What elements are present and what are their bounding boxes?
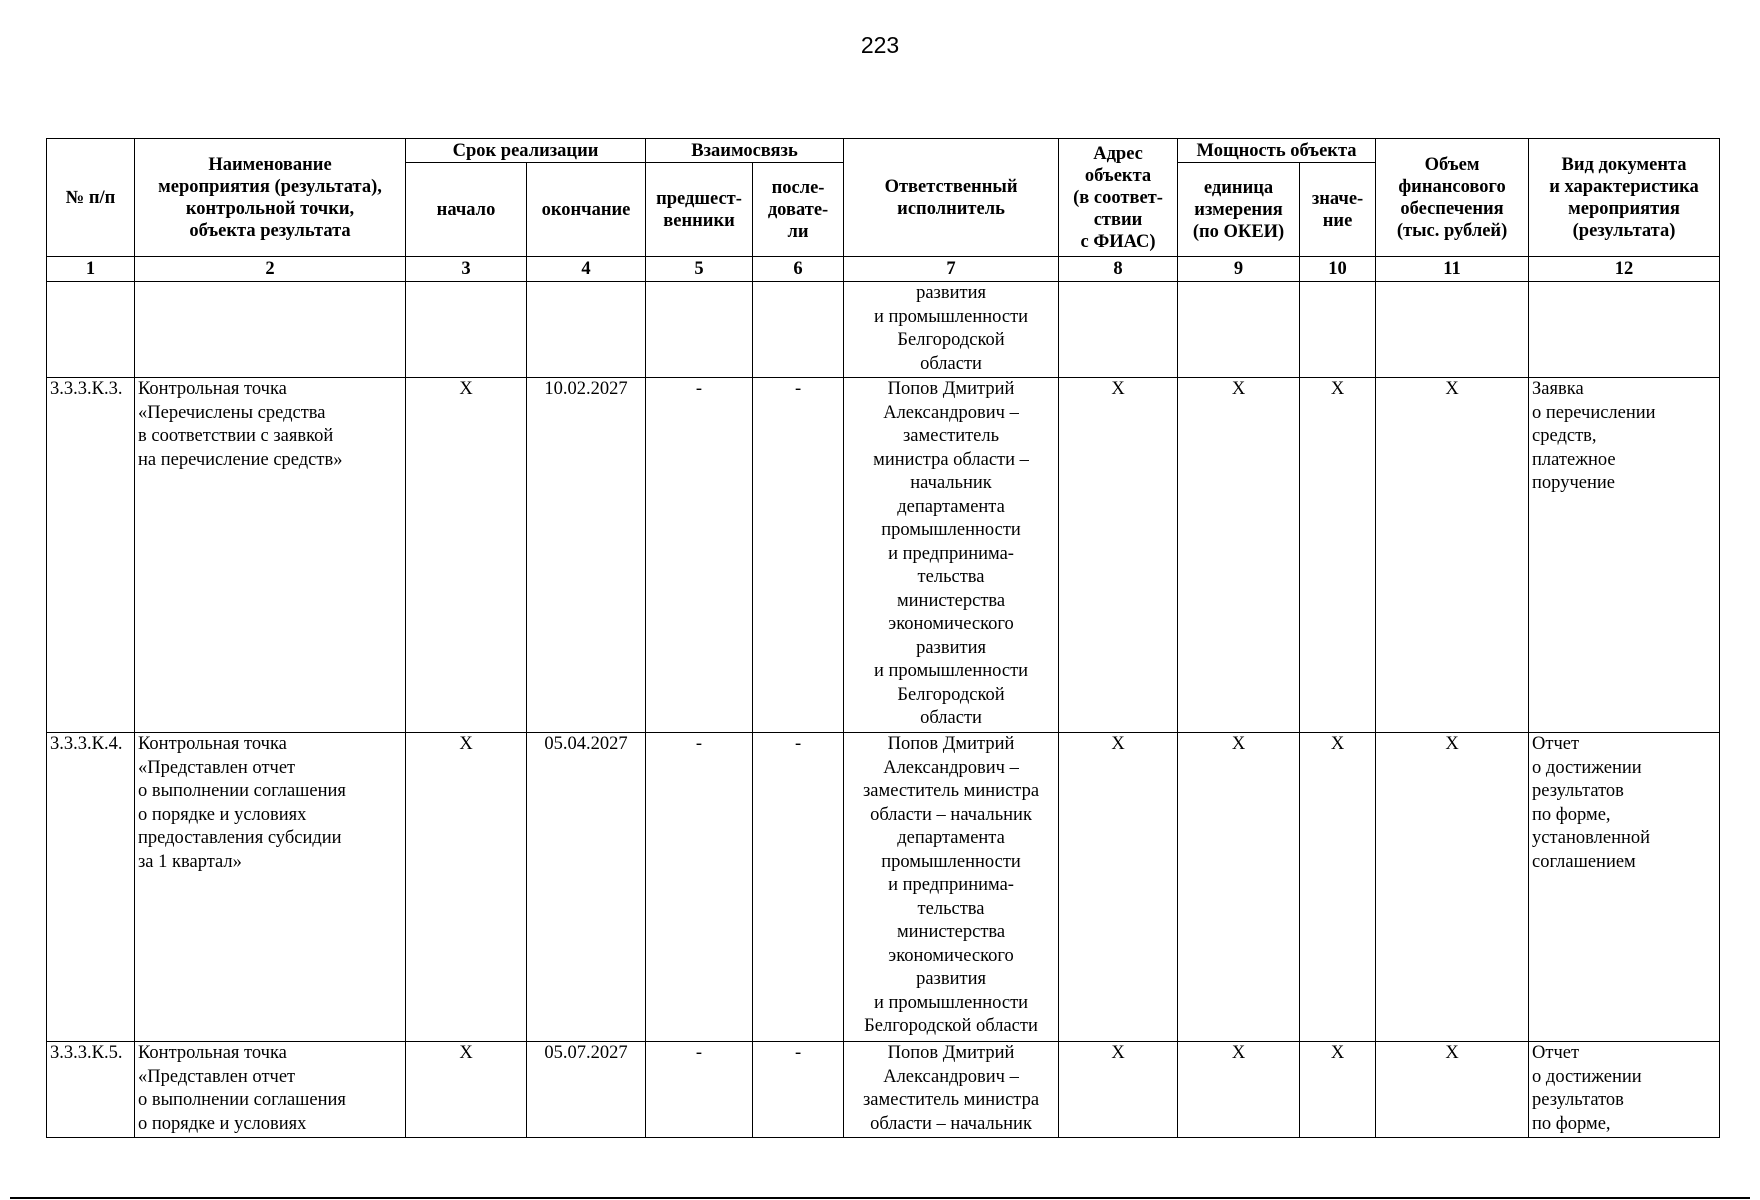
row-value: X	[1300, 733, 1376, 1042]
header-capacity-value: значе- ние	[1300, 163, 1376, 257]
row-next: -	[753, 733, 844, 1042]
header-doc: Вид документа и характеристика мероприятия (результата)	[1529, 139, 1720, 257]
row-responsible: Попов Дмитрий Александрович – заместитель министра области – начальник	[844, 1042, 1059, 1138]
row-start: X	[406, 733, 527, 1042]
page-number: 223	[860, 32, 900, 58]
row-name: Контрольная точка «Перечислены средства в соответствии с заявкой на перечисление средств»	[135, 378, 406, 733]
row-doc	[1529, 282, 1720, 378]
row-finance	[1376, 282, 1529, 378]
row-responsible: развития и промышленности Белгородской области	[844, 282, 1059, 378]
row-next: -	[753, 378, 844, 733]
row-start: X	[406, 378, 527, 733]
column-number: 11	[1376, 257, 1529, 282]
column-number: 9	[1178, 257, 1300, 282]
column-number: 12	[1529, 257, 1720, 282]
row-end: 05.07.2027	[527, 1042, 646, 1138]
header-term-end: окончание	[527, 163, 646, 257]
header-num: № п/п	[47, 139, 135, 257]
row-value	[1300, 282, 1376, 378]
table-row	[47, 378, 1720, 733]
column-number: 8	[1059, 257, 1178, 282]
row-end: 05.04.2027	[527, 733, 646, 1042]
activity-plan-table	[46, 138, 1720, 1138]
row-value: X	[1300, 378, 1376, 733]
header-name: Наименование мероприятия (результата), контрольной точки, объекта результата	[135, 139, 406, 257]
row-address: X	[1059, 378, 1178, 733]
header-link-prev: предшест- венники	[646, 163, 753, 257]
row-next: -	[753, 1042, 844, 1138]
row-doc: Заявка о перечислении средств, платежное поручение	[1529, 378, 1720, 733]
column-number: 7	[844, 257, 1059, 282]
row-code: 3.3.3.К.3.	[47, 378, 135, 733]
row-value: X	[1300, 1042, 1376, 1138]
column-number: 3	[406, 257, 527, 282]
row-unit: X	[1178, 1042, 1300, 1138]
column-number: 6	[753, 257, 844, 282]
row-responsible: Попов Дмитрий Александрович – заместитель министра области – начальник департамента промышленности и предпринима- тельства министерства экономического развития и промышленности Белгородской области	[844, 733, 1059, 1042]
row-name	[135, 282, 406, 378]
row-name: Контрольная точка «Представлен отчет о выполнении соглашения о порядке и условиях предоставления субсидии за 1 квартал»	[135, 733, 406, 1042]
table-row	[47, 282, 1720, 378]
row-code	[47, 282, 135, 378]
row-prev: -	[646, 378, 753, 733]
row-finance: X	[1376, 1042, 1529, 1138]
column-number: 5	[646, 257, 753, 282]
row-start: X	[406, 1042, 527, 1138]
row-prev: -	[646, 733, 753, 1042]
column-number: 10	[1300, 257, 1376, 282]
header-capacity: Мощность объекта	[1178, 139, 1376, 163]
column-number: 2	[135, 257, 406, 282]
table-row	[47, 1042, 1720, 1138]
header-term: Срок реализации	[406, 139, 646, 163]
table-row	[47, 733, 1720, 1042]
row-prev: -	[646, 1042, 753, 1138]
row-address	[1059, 282, 1178, 378]
row-unit: X	[1178, 733, 1300, 1042]
row-next	[753, 282, 844, 378]
row-finance: X	[1376, 733, 1529, 1042]
header-term-start: начало	[406, 163, 527, 257]
column-number: 1	[47, 257, 135, 282]
row-name: Контрольная точка «Представлен отчет о выполнении соглашения о порядке и условиях	[135, 1042, 406, 1138]
header-finance: Объем финансового обеспечения (тыс. рублей)	[1376, 139, 1529, 257]
row-end	[527, 282, 646, 378]
column-number: 4	[527, 257, 646, 282]
header-link-next: после- довате- ли	[753, 163, 844, 257]
header-link: Взаимосвязь	[646, 139, 844, 163]
row-address: X	[1059, 1042, 1178, 1138]
row-responsible: Попов Дмитрий Александрович – заместитель министра области – начальник департамента промышленности и предпринима- тельства министерства экономического развития и промышленности Белгородской области	[844, 378, 1059, 733]
row-end: 10.02.2027	[527, 378, 646, 733]
row-unit	[1178, 282, 1300, 378]
header-responsible: Ответственный исполнитель	[844, 139, 1059, 257]
row-doc: Отчет о достижении результатов по форме, установленной соглашением	[1529, 733, 1720, 1042]
row-doc: Отчет о достижении результатов по форме,	[1529, 1042, 1720, 1138]
row-start	[406, 282, 527, 378]
row-code: 3.3.3.К.4.	[47, 733, 135, 1042]
row-code: 3.3.3.К.5.	[47, 1042, 135, 1138]
row-address: X	[1059, 733, 1178, 1042]
row-prev	[646, 282, 753, 378]
header-address: Адрес объекта (в соответ- ствии с ФИАС)	[1059, 139, 1178, 257]
row-finance: X	[1376, 378, 1529, 733]
header-capacity-unit: единица измерения (по ОКЕИ)	[1178, 163, 1300, 257]
row-unit: X	[1178, 378, 1300, 733]
page-bottom-rule	[10, 1197, 1750, 1199]
